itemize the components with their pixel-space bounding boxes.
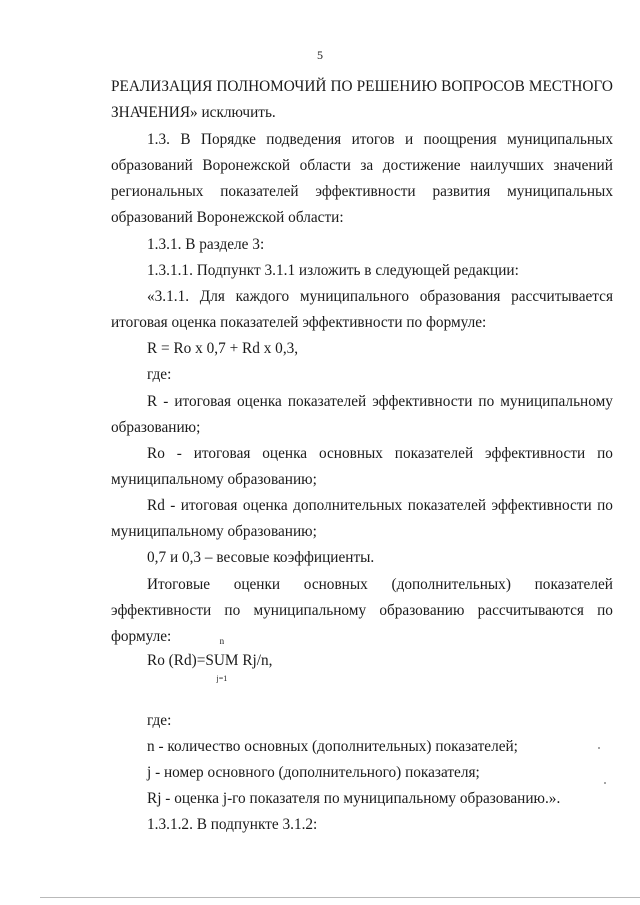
word: рассчитывается — [511, 288, 613, 305]
word: муниципального — [299, 288, 410, 305]
text-line: 0,7 и 0,3 – весовые коэффициенты. — [147, 549, 375, 566]
formula-suffix: Rj/n, — [238, 652, 273, 669]
word: по — [224, 602, 241, 619]
word: по — [597, 602, 613, 619]
word: показателей — [407, 497, 487, 514]
word: Итоговые — [147, 576, 211, 593]
text-line: 1.3.1. В разделе 3: — [147, 236, 265, 253]
word: итоговая — [193, 445, 251, 462]
word: эффективности — [315, 183, 416, 200]
word: МЕСТНОГО — [528, 78, 613, 95]
text-line: n - количество основных (дополнительных) показателей; — [147, 738, 518, 755]
sum-operator — [205, 636, 239, 683]
text-line: R = Ro x 0,7 + Rd x 0,3, — [147, 340, 299, 357]
text-line: итоговая оценка показателей эффективности по формуле: — [111, 314, 487, 331]
word: поощрения — [423, 131, 497, 148]
word: региональных — [111, 183, 204, 200]
word: эффективности — [491, 497, 592, 514]
word: итоговая — [174, 393, 232, 410]
text-line: где: — [147, 712, 172, 729]
text-line — [147, 497, 613, 515]
word: РЕШЕНИЮ — [356, 78, 438, 95]
word: - — [170, 497, 176, 514]
scan-speck — [604, 782, 606, 784]
word: показателей — [534, 576, 613, 593]
word: области — [299, 157, 351, 174]
text-line — [111, 602, 613, 620]
word: значений — [553, 157, 613, 174]
word: «3.1.1. — [147, 288, 190, 305]
word: оценка — [237, 393, 282, 410]
text-line: j - номер основного (дополнительного) показателя; — [147, 764, 480, 781]
word: Воронежской — [202, 157, 291, 174]
word: образований — [111, 157, 193, 174]
word: дополнительных — [293, 497, 403, 514]
sum-symbol: SUM — [205, 652, 239, 669]
sum-upper-limit: n — [219, 636, 225, 646]
word: основных — [318, 445, 383, 462]
word: основных — [303, 576, 368, 593]
word: каждого — [235, 288, 290, 305]
text-line: ЗНАЧЕНИЯ» исключить. — [111, 104, 276, 121]
text-line: муниципальному образованию; — [111, 523, 317, 540]
word: наилучших — [470, 157, 544, 174]
word: показателей — [220, 183, 299, 200]
word: показателей — [394, 445, 474, 462]
text-line — [147, 131, 613, 149]
word: развития — [432, 183, 491, 200]
word: образования — [419, 288, 501, 305]
text-line: 1.3.1.1. Подпункт 3.1.1 изложить в следующей редакции: — [147, 262, 519, 279]
page-number: 5 — [317, 48, 323, 62]
word: оценка — [242, 497, 288, 514]
formula-prefix: Ro (Rd)= — [147, 652, 206, 669]
text-line — [147, 288, 613, 306]
word: муниципальных — [507, 131, 613, 148]
word: Порядке — [200, 131, 256, 148]
text-line: где: — [147, 366, 172, 383]
text-line — [147, 393, 613, 411]
word: ПОЛНОМОЧИЙ — [216, 78, 327, 95]
word: по — [478, 393, 495, 410]
word: по — [597, 445, 613, 462]
word: итоговая — [180, 497, 238, 514]
word: эффективности — [485, 445, 586, 462]
word: ПО — [330, 78, 353, 95]
word: ВОПРОСОВ — [441, 78, 525, 95]
word: муниципальному — [253, 602, 367, 619]
sum-formula — [147, 636, 273, 683]
word: Ro — [147, 445, 165, 462]
word: подведения — [266, 131, 342, 148]
text-line — [111, 78, 613, 96]
text-line: образованию; — [111, 419, 201, 436]
bottom-rule — [40, 897, 640, 898]
word: эффективности — [111, 602, 212, 619]
text-line — [111, 183, 613, 201]
text-line: образований Воронежской области: — [111, 209, 344, 226]
text-line — [147, 576, 613, 594]
word: достижение — [382, 157, 461, 174]
word: итогов — [351, 131, 395, 148]
word: оценка — [262, 445, 308, 462]
word: РЕАЛИЗАЦИЯ — [111, 78, 213, 95]
text-line: формуле: — [111, 628, 172, 645]
word: - — [163, 393, 169, 410]
scan-speck — [598, 747, 600, 749]
text-line — [147, 445, 613, 463]
word: Rd — [147, 497, 165, 514]
word: 1.3. — [147, 131, 170, 148]
text-line: муниципальному образованию; — [111, 471, 317, 488]
word: (дополнительных) — [391, 576, 511, 593]
text-line: 1.3.1.2. В подпункте 3.1.2: — [147, 816, 318, 833]
word: эффективности — [372, 393, 473, 410]
text-line — [111, 157, 613, 175]
word: рассчитываются — [477, 602, 584, 619]
word: Для — [199, 288, 225, 305]
word: показателей — [287, 393, 367, 410]
word: по — [597, 497, 613, 514]
word: - — [176, 445, 182, 462]
word: В — [180, 131, 191, 148]
word: оценки — [233, 576, 281, 593]
word: и — [405, 131, 414, 148]
word: муниципальному — [500, 393, 613, 410]
word: образованию — [379, 602, 465, 619]
text-line: Rj - оценка j-го показателя по муниципальному образованию.». — [147, 790, 561, 807]
word: за — [360, 157, 374, 174]
word: муниципальных — [507, 183, 613, 200]
sum-lower-limit: j=1 — [216, 674, 228, 683]
word: R — [147, 393, 158, 410]
